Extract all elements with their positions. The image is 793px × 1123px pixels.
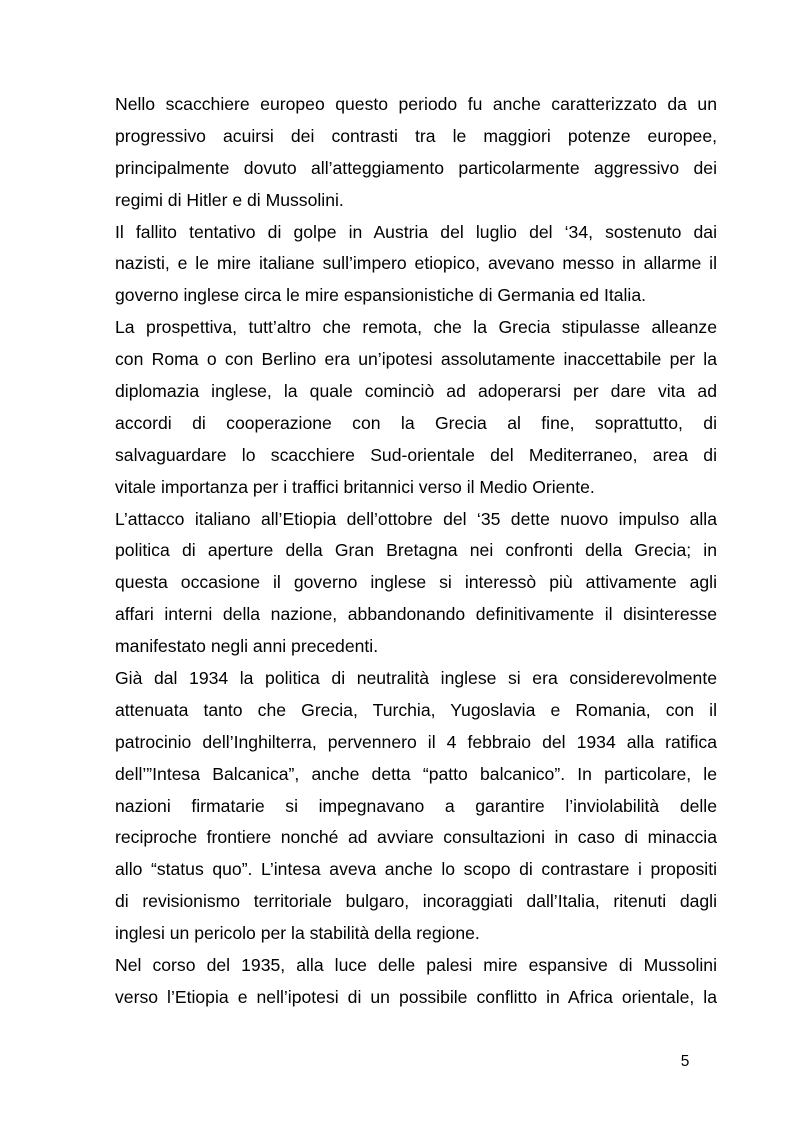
text-line: progressivo acuirsi dei contrasti tra le maggiori potenze europee, — [115, 125, 717, 146]
text-line: principalmente dovuto all’atteggiamento particolarmente aggressivo dei — [115, 157, 717, 178]
text-line: regimi di Hitler e di Mussolini. — [115, 189, 344, 210]
text-line: patrocinio dell’Inghilterra, pervennero il 4 febbraio del 1934 alla ratifica — [115, 731, 717, 752]
text-line: con Roma o con Berlino era un’ipotesi assolutamente inaccettabile per la — [115, 349, 717, 370]
text-line: di revisionismo territoriale bulgaro, incoraggiati dall’Italia, ritenuti dagli — [115, 891, 717, 912]
text-line: Già dal 1934 la politica di neutralità inglese si era considerevolmente — [115, 668, 717, 689]
text-line: nazisti, e le mire italiane sull’impero etiopico, avevano messo in allarme il — [115, 253, 717, 274]
text-line: attenuata tanto che Grecia, Turchia, Yugoslavia e Romania, con il — [115, 699, 717, 720]
text-line: governo inglese circa le mire espansionistiche di Germania ed Italia. — [115, 285, 647, 306]
text-line: Nel corso del 1935, alla luce delle palesi mire espansive di Mussolini — [115, 955, 717, 976]
text-line: affari interni della nazione, abbandonando definitivamente il disinteresse — [115, 604, 717, 625]
text-line: diplomazia inglese, la quale cominciò ad adoperarsi per dare vita ad — [115, 381, 717, 402]
body-text — [115, 89, 717, 1014]
text-line: accordi di cooperazione con la Grecia al fine, soprattutto, di — [115, 412, 717, 433]
text-line: nazioni firmatarie si impegnavano a garantire l’inviolabilità delle — [115, 795, 717, 816]
text-line: vitale importanza per i traffici britannici verso il Medio Oriente. — [115, 476, 595, 497]
text-line: dell’”Intesa Balcanica”, anche detta “patto balcanico”. In particolare, le — [115, 763, 717, 784]
text-line: inglesi un pericolo per la stabilità della regione. — [115, 923, 480, 944]
text-line: salvaguardare lo scacchiere Sud-orientale del Mediterraneo, area di — [115, 444, 717, 465]
page-number: 5 — [680, 1053, 690, 1070]
text-line: L’attacco italiano all’Etiopia dell’ottobre del ‘35 dette nuovo impulso alla — [115, 508, 717, 529]
text-line: Nello scacchiere europeo questo periodo fu anche caratterizzato da un — [115, 94, 717, 114]
text-line: allo “status quo”. L’intesa aveva anche lo scopo di contrastare i propositi — [115, 859, 717, 880]
text-line: Il fallito tentativo di golpe in Austria del luglio del ‘34, sostenuto dai — [115, 221, 717, 242]
text-line: verso l’Etiopia e nell’ipotesi di un possibile conflitto in Africa orientale, la — [115, 986, 717, 1007]
text-line: politica di aperture della Gran Bretagna nei confronti della Grecia; in — [115, 540, 717, 561]
text-line: manifestato negli anni precedenti. — [115, 636, 379, 657]
text-line: reciproche frontiere nonché ad avviare consultazioni in caso di minaccia — [115, 827, 717, 848]
text-line: questa occasione il governo inglese si interessò più attivamente agli — [115, 572, 717, 593]
text-line: La prospettiva, tutt’altro che remota, che la Grecia stipulasse alleanze — [115, 317, 717, 338]
